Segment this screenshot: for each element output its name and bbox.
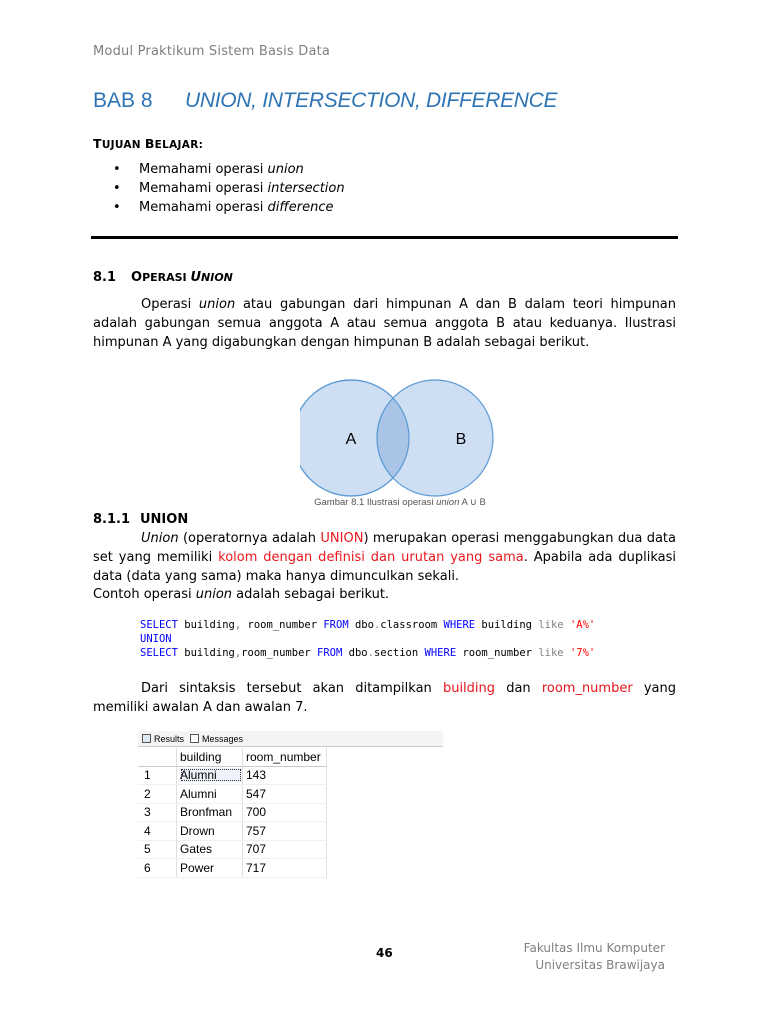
selected-cell[interactable]: Alumni xyxy=(180,768,242,782)
cell-room-number[interactable]: 143 xyxy=(243,766,327,785)
table-row[interactable] xyxy=(138,822,327,841)
cell-building[interactable]: Bronfman xyxy=(177,803,243,822)
table-row[interactable] xyxy=(138,840,327,859)
cell-room-number[interactable]: 717 xyxy=(243,859,327,878)
objectives-heading: TUJUAN BELAJAR: xyxy=(93,136,204,151)
cell-building[interactable]: Drown xyxy=(177,822,243,841)
cell-building[interactable]: Power xyxy=(177,859,243,878)
objective-item: • Memahami operasi union xyxy=(113,160,345,179)
tab-results[interactable]: Results xyxy=(142,732,184,745)
results-grid xyxy=(138,748,327,878)
chapter-number: BAB 8 xyxy=(93,89,153,112)
cell-building[interactable]: Alumni xyxy=(177,785,243,804)
objectives-list xyxy=(113,160,345,217)
table-row[interactable] xyxy=(138,803,327,822)
tab-messages[interactable]: Messages xyxy=(190,732,243,745)
chapter-heading xyxy=(93,89,557,113)
figure-caption: Gambar 8.1 Ilustrasi operasi union A ∪ B xyxy=(314,497,486,508)
row-number[interactable]: 1 xyxy=(138,766,177,785)
cell-room-number[interactable]: 707 xyxy=(243,840,327,859)
section-divider xyxy=(91,236,678,239)
cell-room-number[interactable]: 547 xyxy=(243,785,327,804)
chapter-title: UNION, INTERSECTION, DIFFERENCE xyxy=(185,89,558,112)
running-header: Modul Praktikum Sistem Basis Data xyxy=(93,44,331,59)
cell-room-number[interactable]: 700 xyxy=(243,803,327,822)
column-header-building[interactable]: building xyxy=(177,748,243,766)
union-example-intro: Contoh operasi union adalah sebagai berikut. xyxy=(93,587,390,602)
table-row[interactable] xyxy=(138,766,327,785)
cell-building[interactable] xyxy=(177,766,243,785)
sql-code-block: SELECT building, room_number FROM dbo.classroom WHERE building like 'A%' UNION SELECT building,room_number FROM dbo.section WHERE room_number like '7%' xyxy=(140,619,596,659)
column-header-room-number[interactable]: room_number xyxy=(243,748,327,766)
grid-icon xyxy=(142,734,151,743)
set-a-label: A xyxy=(345,431,357,448)
row-number[interactable]: 3 xyxy=(138,803,177,822)
results-tab-bar xyxy=(138,731,443,747)
union-definition-paragraph: Union (operatornya adalah UNION) merupakan operasi menggabungkan dua data set yang memiliki kolom dengan definisi dan urutan yang sama. Apabila ada duplikasi data (data yang sama) maka hanya dimunculkan sekali. xyxy=(93,531,676,584)
footer-faculty: Fakultas Ilmu Komputer xyxy=(523,941,665,955)
page-number: 46 xyxy=(376,946,393,960)
footer-institution xyxy=(480,940,665,974)
row-number[interactable]: 6 xyxy=(138,859,177,878)
row-number-header[interactable] xyxy=(138,748,177,766)
query-results-panel xyxy=(138,731,443,875)
results-header-row xyxy=(138,748,327,766)
row-number[interactable]: 4 xyxy=(138,822,177,841)
cell-building[interactable]: Gates xyxy=(177,840,243,859)
table-row[interactable] xyxy=(138,859,327,878)
row-number[interactable]: 5 xyxy=(138,840,177,859)
objective-item: • Memahami operasi intersection xyxy=(113,179,345,198)
cell-room-number[interactable]: 757 xyxy=(243,822,327,841)
message-icon xyxy=(190,734,199,743)
objective-item: • Memahami operasi difference xyxy=(113,198,345,217)
table-row[interactable] xyxy=(138,785,327,804)
result-description-paragraph: Dari sintaksis tersebut akan ditampilkan building dan room_number yang memiliki awalan A dan awalan 7. xyxy=(93,681,676,715)
section-8-1-heading: 8.1 OPERASI UNION xyxy=(93,270,233,285)
row-number[interactable]: 2 xyxy=(138,785,177,804)
section-8-1-paragraph: Operasi union atau gabungan dari himpunan A dan B dalam teori himpunan adalah gabungan semua anggota A atau semua anggota B atau keduanya. Ilustrasi himpunan A yang digabungkan dengan himpunan B adalah sebagai berikut. xyxy=(93,297,677,350)
section-8-1-1-heading: 8.1.1 UNION xyxy=(93,512,189,527)
set-b-label: B xyxy=(455,431,467,448)
venn-diagram xyxy=(300,378,500,498)
footer-university: Universitas Brawijaya xyxy=(535,958,665,972)
